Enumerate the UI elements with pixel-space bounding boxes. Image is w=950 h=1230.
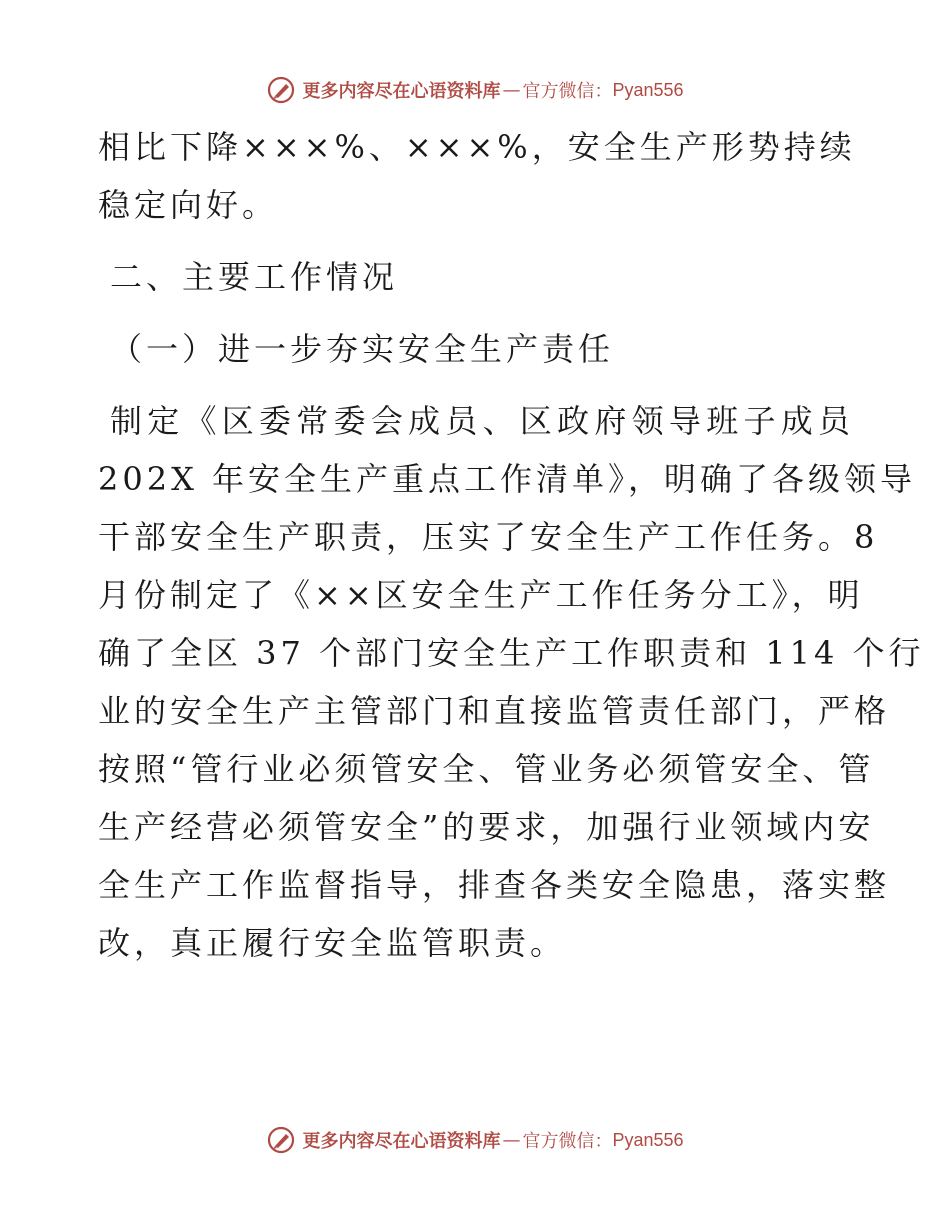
- text-line: 相比下降×××%、×××%，安全生产形势持续: [98, 128, 856, 166]
- document-body: [98, 118, 925, 972]
- text-line: 改，真正履行安全监管职责。: [98, 924, 567, 962]
- banner-wechat-id: Pyan556: [612, 79, 684, 100]
- text-line: 稳定向好。: [98, 186, 279, 224]
- pen-logo-icon: [266, 1125, 296, 1155]
- text-line: 按照“管行业必须管安全、管业务必须管安全、管: [98, 750, 875, 788]
- text-line: 确了全区 37 个部门安全生产工作职责和 114 个行: [98, 634, 925, 672]
- text-line: 全生产工作监督指导，排查各类安全隐患，落实整: [98, 866, 891, 904]
- footer-watermark-banner: [0, 1122, 950, 1158]
- subsection-heading: （一）进一步夯实安全生产责任: [110, 330, 615, 368]
- text-line: 月份制定了《××区安全生产工作任务分工》，明: [98, 576, 864, 614]
- banner-wechat-label: 官方微信：: [522, 81, 613, 102]
- header-watermark-banner: [0, 72, 950, 108]
- banner-text: 更多内容尽在心语资料库: [302, 1131, 501, 1152]
- text-line: 生产经营必须管安全”的要求，加强行业领域内安: [98, 808, 875, 846]
- pen-logo-icon: [266, 75, 296, 105]
- text-line: 业的安全生产主管部门和直接监管责任部门，严格: [98, 692, 891, 730]
- banner-separator: —: [502, 1129, 521, 1151]
- paragraph-responsibility: [98, 392, 925, 972]
- paragraph-safety-trend: [98, 118, 854, 234]
- banner-wechat-label: 官方微信：: [522, 1131, 613, 1152]
- banner-wechat-id: Pyan556: [612, 1129, 684, 1150]
- banner-separator: —: [502, 79, 521, 101]
- text-line: 制定《区委常委会成员、区政府领导班子成员: [110, 402, 854, 440]
- text-line: 干部安全生产职责，压实了安全生产工作任务。8: [98, 518, 879, 556]
- section-heading: 二、主要工作情况: [110, 258, 399, 296]
- banner-text: 更多内容尽在心语资料库: [302, 81, 501, 102]
- text-line: 202X 年安全生产重点工作清单》，明确了各级领导: [98, 460, 917, 498]
